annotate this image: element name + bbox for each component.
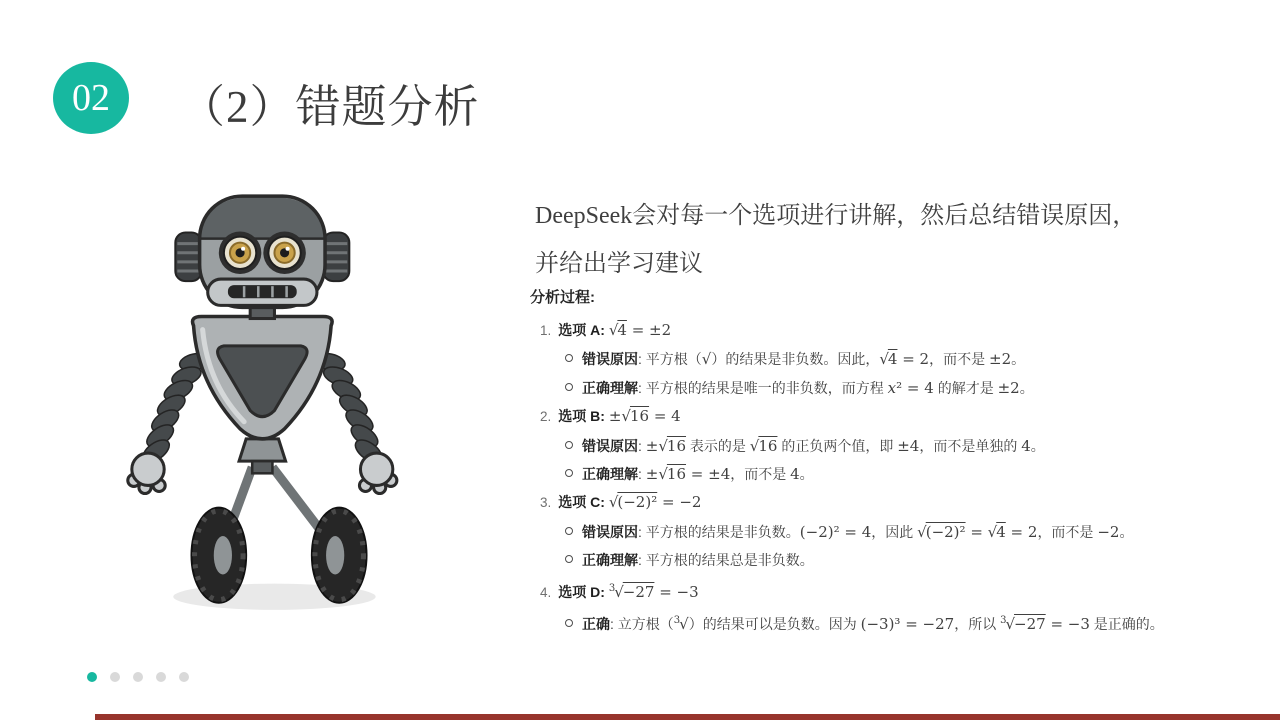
text-fragment: 正确理解 [582,466,638,483]
text-fragment: 选项 B: [558,408,609,425]
math-fragment: √ [917,522,927,541]
text-fragment: ）的结果可以是负数。因为 [688,616,861,633]
math-fragment: = −3 [654,582,699,601]
hollow-bullet-icon [565,469,573,477]
text-fragment: 正确理解 [582,379,638,396]
text-fragment: 。 [799,466,814,483]
text-fragment: : 平方根的结果是唯一的非负数，而方程 [638,379,888,396]
text-fragment: 。 [1019,379,1034,396]
hollow-bullet-icon [565,527,573,535]
math-fragment: (−2)² = 4 [799,522,872,541]
math-fragment: 3 [608,582,616,594]
math-fragment: ±√ [645,436,668,455]
analysis-header: 分析过程: [530,289,595,306]
text-fragment: 错误原因 [582,351,638,368]
intro-line-1: DeepSeek会对每一个选项进行讲解，然后总结错误原因， [535,203,1137,229]
analysis-item-title [528,575,1228,607]
text-fragment: : 立方根（ [610,616,674,633]
text-fragment: 选项 A: [558,322,609,338]
pagination-dot[interactable] [179,672,189,682]
analysis-item-title [528,488,1228,517]
intro-line-2: 并给出学习建议 [535,251,703,277]
math-fragment: x [887,378,897,397]
analysis-sub-point [528,518,1228,546]
math-fragment: = 2 [897,350,930,369]
math-fragment: = ±4 [686,465,731,484]
robot-arm-left [139,351,211,467]
text-fragment: 正确 [582,616,610,633]
math-fragment: ±4 [897,436,920,455]
math-fragment: 16 [666,465,687,484]
text-fragment: 。 [1119,523,1134,540]
math-fragment: −27 [622,582,655,601]
analysis-block [528,286,1228,638]
text-fragment: 。 [1030,437,1045,454]
robot-ear-left [175,233,201,282]
robot-eye-right [263,232,305,274]
text-fragment: : [638,466,646,483]
math-fragment: √ [879,350,889,369]
text-fragment: 是正确的。 [1089,616,1164,633]
text-fragment: 选项 D: [558,583,609,600]
math-fragment: = 2 [1005,522,1038,541]
robot-svg [100,186,455,621]
pagination-dot[interactable] [156,672,166,682]
robot-head [200,196,325,307]
math-fragment: = [965,522,988,541]
math-fragment: √ [749,436,760,455]
robot-illustration [100,186,455,621]
math-fragment: ±√ [608,407,631,426]
pagination [87,672,189,682]
text-fragment: : 平方根的结果是非负数。 [638,523,800,540]
analysis-item-title [528,316,1228,345]
math-fragment: √ [608,321,619,339]
analysis-sub-point [528,546,1228,574]
text-fragment: 错误原因 [582,437,638,454]
text-fragment: 选项 C: [558,494,609,511]
robot-hip-joint [252,461,272,473]
pagination-dot[interactable] [110,672,120,682]
text-fragment: 。 [1011,351,1026,368]
robot-wheel-right [312,508,367,603]
analysis-sub-point [528,345,1228,373]
math-fragment: 3 [1000,615,1007,627]
math-fragment: −2 [1097,522,1120,541]
item-number: 1. [540,323,552,338]
text-fragment: 的正负两个值，即 [777,437,898,454]
pagination-dot[interactable] [87,672,97,682]
text-fragment: : 平方根（ [638,351,702,368]
math-fragment: (−2)² [925,522,966,541]
page-title: （2）错题分析 [180,82,480,132]
math-fragment: 4 [617,321,627,339]
analysis-item-title [528,402,1228,431]
robot-hand-left [128,453,165,493]
section-number-badge [53,62,129,134]
text-fragment: ，而不是 [1037,523,1098,540]
text-fragment: ，因此 [871,523,918,540]
math-fragment: 4 [1021,436,1031,455]
math-fragment: ±√ [645,465,668,484]
item-number: 3. [540,495,552,511]
math-fragment: ±2 [997,378,1020,397]
math-fragment: = 4 [649,407,681,426]
section-number: 02 [72,77,110,119]
analysis-list [528,316,1228,638]
math-fragment: √ [1005,615,1016,634]
item-number: 2. [540,409,552,425]
math-fragment: ² = 4 [896,378,934,397]
hollow-bullet-icon [565,441,573,449]
math-fragment: 16 [758,436,778,455]
item-number: 4. [540,584,552,600]
text-fragment: ，而不是单独的 [919,437,1022,454]
hollow-bullet-icon [565,383,573,391]
analysis-sub-point [528,607,1228,638]
robot-ear-right [323,233,349,282]
hollow-bullet-icon [565,619,573,627]
text-fragment: 正确理解 [582,552,638,569]
footer-accent-bar [95,714,1280,720]
robot-torso [193,317,333,439]
pagination-dot[interactable] [133,672,143,682]
math-fragment: 4 [790,465,800,484]
math-fragment: √ [701,350,712,369]
math-fragment: −27 [1014,615,1046,634]
robot-hand-right [359,453,396,493]
analysis-sub-point [528,374,1228,402]
math-fragment: = ±2 [626,321,672,339]
math-fragment: 3 [673,615,681,627]
math-fragment: 4 [887,350,898,369]
math-fragment: 16 [629,407,650,426]
text-fragment: ，所以 [954,616,1001,633]
hollow-bullet-icon [565,354,573,362]
text-fragment: : 平方根的结果总是非负数。 [638,552,814,569]
text-fragment: ）的结果是非负数。因此， [711,351,880,368]
math-fragment: √ [608,493,619,512]
robot-wheel-left [192,508,247,603]
text-fragment: 的解才是 [933,379,998,396]
analysis-sub-point [528,432,1228,460]
math-fragment: √ [679,615,689,634]
text-fragment: 表示的是 [686,437,750,454]
text-fragment: ，而不是 [929,351,989,368]
math-fragment: = −3 [1045,615,1090,634]
math-fragment: (−2)² [617,493,658,512]
math-fragment: √ [614,582,624,601]
math-fragment: 16 [666,436,687,455]
hollow-bullet-icon [565,555,573,563]
robot-pelvis [239,439,286,461]
analysis-sub-point [528,460,1228,488]
robot-mouth [208,279,317,305]
math-fragment: = −2 [657,493,702,512]
math-fragment: (−3)³ = −27 [860,615,955,634]
math-fragment: √ [987,522,998,541]
math-fragment: 4 [996,522,1006,541]
text-fragment: ，而不是 [730,466,791,483]
robot-eye-left [219,232,261,274]
text-fragment: : [638,437,646,454]
text-fragment: 错误原因 [582,523,638,540]
robot-arm-right [314,351,386,467]
math-fragment: ±2 [989,350,1012,369]
intro-paragraph [535,192,1215,288]
